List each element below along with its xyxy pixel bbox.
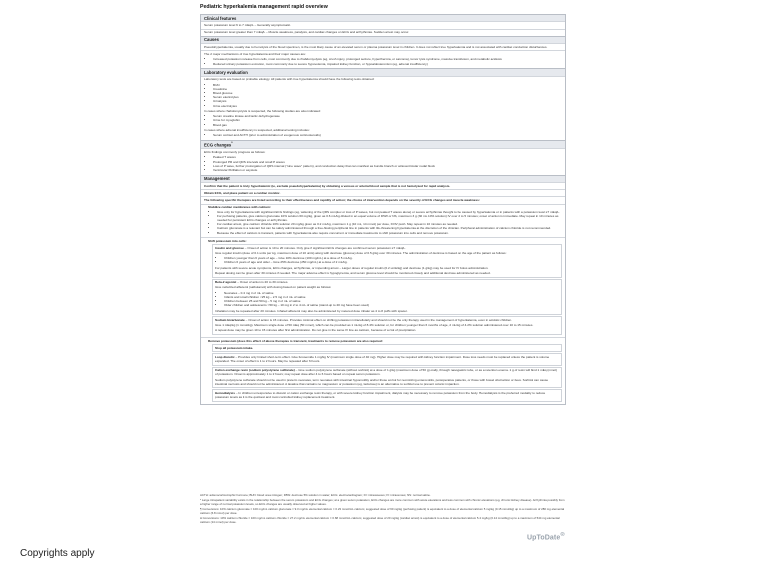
therapy-box-resin	[212, 367, 562, 389]
list-item: • Prolonged PR and QRS intervals and small P waves	[213, 160, 562, 164]
list-item: • Older children and adolescents >50 kg – 10 mg in 2 to 4 mL of saline (stand-up to 20 mg have been used)	[224, 303, 559, 307]
table-row: Confirm that the patient is truly hyperkalemic (ie, exclude pseudohyperkalemia) by obtaining a venous or arterial blood sample that is not hemolyzed for rapid analysis.	[201, 182, 565, 189]
list-item: • Reduced urinary potassium excretion, most commonly due to severe hypovolemia, impaired kidney function, or hypoaldosteronism (eg, adrenal insufficiency)	[213, 62, 562, 66]
therapy-text: – Provides only limited short-term effect. Give furosemide 1 mg/kg IV (maximum single dose of 40 mg). Higher dose may be required with kidney function impairment. Dose loss needs must be replaced unless the patient is volume expanded. The onset of effect is 1 to 2 hours. May be repeated after 6 hours.	[215, 354, 550, 363]
list-item: • For cardiac arrest, give calcium chloride 10% solution 20 mg/kg given as 0.2 mL/kg, maximum 1 g (10 mL, 14 mmol) per dose, IO/IV push. May repeat in 10 minutes as needed.	[217, 222, 562, 226]
therapy-box-loop-diuretic	[212, 353, 562, 365]
therapy-name: Loop diuretic	[215, 354, 235, 359]
footnote: * Large intrapatient variability exists in the relationship between the serum potassium and ECG changes; at a given serum potassium, ECG changes are more common with acute elevations and less common with chronic elevations (eg, chronic kidney disease). Arrhythmia possibly from a higher range of normal potassium levels, so ECG changes are usually observed at higher values.	[200, 498, 565, 506]
list-item: • Peaked T waves	[213, 155, 562, 159]
bullet-list	[204, 155, 562, 172]
subheading: Remove potassium (does this effect of above therapies is transient, treatments to remove potassium are also required:	[208, 338, 383, 343]
bullet-list	[204, 114, 562, 127]
text-paragraph: Repeat dosing can be given after 30 minutes if needed. The major adverse effect is hypoglycemia, and serum glucose level should be monitored closely and additional dextrose administered as needed.	[215, 270, 491, 275]
therapy-name: Sodium bicarbonate	[215, 317, 245, 322]
list-item: • Because the effect of calcium is transient, patients with hyperkalemia also require concurrent or immediate treatments to shift potassium into cells and remove potassium.	[217, 231, 562, 235]
list-item: • Serum electrolytes	[213, 95, 562, 99]
list-item: • Calcium gluconate is a relevant but can be safely administered through a free-flowing peripheral line in patients with life-threatening hyperkalemia at the discretion of the clinician. Peripheral administration of calcium chloride is not recommended.	[217, 226, 562, 230]
therapy-name: Beta-2 agonist	[215, 280, 237, 285]
therapy-text: – Onset of action is 15 minutes. Provides minimal effect on shifting potassium intracellularly and should not be the only therapy used in the management of hyperkalemia, even in acidotic children.	[244, 317, 513, 322]
bullet-list	[204, 83, 562, 108]
bullet-list	[215, 291, 559, 308]
table-row	[201, 237, 565, 337]
therapy-name: Stop all potassium intake.	[215, 345, 254, 350]
footnotes	[200, 494, 566, 526]
subheading: Stabilize cardiac membranes with calcium:	[208, 205, 271, 210]
overview-table	[200, 14, 566, 405]
list-item: • Blood glucose	[213, 91, 562, 95]
list-item: • For perfusing patients, give calcium gluconate 10% solution 60 mg/kg, given as 0.6 mL/kg diluted in an equal volume of D5W or NS, maximum 3 g (30 mL 10% solution) IV over 2 to 5 minutes; onset of action is immediate. May repeat in 10 minutes as needed for persistent ECG changes or arrhythmias.	[217, 214, 562, 222]
table-row	[201, 204, 565, 238]
text-paragraph: Laboratory tests are based on probable etiology. All patients with true hyperkalemia should have the following tests obtained:	[204, 77, 375, 82]
list-item: • Children 6 years of age and older – Give 25% dextrose (250 mg/mL) at a dose of 2 mL/kg.	[224, 260, 559, 264]
section-header-ecg	[201, 140, 565, 149]
footnote: Δ Conversions: 10% calcium chloride = 100 mg/mL calcium chloride = 27.2 mg/mL elemental calcium = 0.68 mmol/mL calcium; suggested dose of 20 mg/kg (cardiac arrest) is equivalent to a dose of elemental calcium 5.4 mg/kg (0.14 mmol/kg) up to a maximum of 544 mg elemental calcium (14 mmol) per dose.	[200, 515, 560, 524]
text-paragraph: ECG findings commonly progress as follows:	[204, 150, 266, 155]
list-item: • Infants and small children <25 kg – 2.5 mg in 2 mL of saline	[224, 295, 559, 299]
table-row	[201, 50, 565, 68]
list-item: • Children younger than 6 years of age – Give 10% dextrose (100 mg/mL) at a dose of 5 mL/kg.	[224, 256, 559, 260]
text-paragraph: Give nebulized albuterol (salbutamol) with dosing based on patient weight as follows:	[215, 285, 332, 290]
therapy-box-stop-intake	[212, 344, 562, 352]
text-paragraph: Inhalation may be repeated after 20 minutes. Inhaled albuterol may also be administered by metered dose inhaler as 4 to 8 puffs with spacer.	[215, 308, 408, 313]
therapy-text: – Give sodium polystyrene sulfonate (without sorbitol) at a dose of 1 g/kg (maximum dose of 50 g) orally, through nasogastric tube, or as a retention enema. 1 g of resin will bind 1 mEq (mmol) of potassium. Onset is approximately 1 to 2 hours; may repeat dose after 4 to 6 hours based on repeat serum potassium.	[215, 368, 557, 377]
text-paragraph: Give regular insulin (dose of 0.1 units per kg, maximum dose of 10 units) along with dextrose (glucose) dose of 0.5 g/kg over 30 minutes. The administration of dextrose is based on the age of the patient as follows:	[215, 250, 507, 255]
registered-mark: ®	[560, 532, 565, 538]
therapy-text: – In children unresponsive to diuretic or cation exchange resin therapy, or with severe kidney function impairment, dialysis may be necessary to remove potassium from the body. Hemodialysis is the preferred modality to reduce potassium levels as it is the quickest and most controlled kidney replacement treatment.	[215, 390, 546, 400]
page-title: Pediatric hyperkalemia management rapid overview	[200, 4, 328, 10]
table-row	[201, 76, 565, 140]
list-item: • Serum cortisol and ACTH (prior to administration of exogenous corticosteroids)	[213, 133, 562, 137]
list-item: • Creatinine	[213, 87, 562, 91]
list-item: • Ventricular fibrillation or asystole	[213, 168, 562, 172]
table-row: The following specific therapies are listed according to their effectiveness and rapidity of action; the choice of intervention depends on the severity of ECG changes and muscle weakness:	[201, 196, 565, 203]
list-item: • Children between 25 and 50 kg – 5 mg in 2 mL of saline	[224, 299, 559, 303]
list-item: • Give only for hyperkalemia with significant ECG findings (eg, widening of the QRS complex or loss of P waves, but not peaked T waves alone) or severe arrhythmias thought to be caused by hyperkalemia or in patients with a potassium level ≥7 mEq/L.	[217, 210, 562, 214]
text-paragraph: A repeat dose may be given 10 to 15 minutes after first administration. Do not give in the same IV line as calcium, because of a risk of precipitation.	[215, 328, 417, 333]
table-row	[201, 337, 565, 404]
list-item: • Urine electrolytes	[213, 104, 562, 108]
therapy-box-bicarbonate	[212, 316, 562, 335]
section-header-clinical: Clinical features	[201, 15, 565, 21]
list-item: • Urine for myoglobin	[213, 118, 562, 122]
therapy-box-insulin	[212, 244, 562, 277]
bullet-list	[204, 57, 562, 65]
therapy-name: Insulin and glucose	[215, 245, 244, 250]
therapy-box-beta-agonist	[212, 279, 562, 316]
bullet-list	[204, 133, 562, 137]
list-item: • Neonates – 0.4 mg in 2 mL of saline	[224, 291, 559, 295]
footnote: ¶ Conversions: 10% calcium gluconate = 100 mg/mL calcium gluconate = 9.3 mg/mL elemental calcium = 0.23 mmol/mL calcium; suggested dose of 60 mg/kg (perfusing patient) is equivalent to a dose of elemental calcium 5 mg/kg (0.15 mmol/kg) up to a maximum of 280 mg elemental calcium (6.8 mmol) per dose.	[200, 506, 565, 515]
document-panel	[200, 4, 566, 405]
text-paragraph: The 2 major mechanisms of true hyperkalemia and their major causes are:	[204, 52, 306, 57]
list-item: • Blood gas	[213, 123, 562, 127]
text-paragraph: Give 1 mEq/kg (1 mmol/kg). Maximum single dose of 50 mEq (50 mmol), which can be provided as 1 mL/kg of 8.4% solution or, for children younger than 6 months of age, 2 mL/kg of 4.2% solution administered over 10 to 15 minutes.	[215, 322, 534, 327]
list-item: • Loss of P wave, further prolongation of QRS interval ("sine wave" pattern), and conduction delay that can manifest as bundle branch or atrioventricular nodal block	[213, 164, 562, 168]
brand-name: UpToDate	[527, 534, 561, 542]
section-header-management: Management	[201, 175, 565, 182]
table-row: Serum potassium level greater than 7 mEq/L – Muscle weakness, paralysis, and cardiac changes on ECG and arrhythmias. Sudden arrest may occur.	[201, 29, 565, 36]
uptodate-logo	[527, 532, 565, 541]
section-header-causes: Causes	[201, 36, 565, 43]
therapy-text: – Onset of action is 20 to 30 minutes.	[236, 280, 289, 285]
text-paragraph: In cases where adrenal insufficiency is suspected, additional testing includes:	[204, 127, 310, 132]
therapy-name: Cation exchange resin (sodium polystyrene sulfonate)	[215, 368, 295, 373]
table-row: Obtain ECG, and place patient on a cardiac monitor.	[201, 189, 565, 196]
subheading: Shift potassium into cells:	[208, 239, 247, 244]
table-row: Pseudohyperkalemia, usually due to hemolysis of the blood specimen, is the most likely cause of an elevated serum or plasma potassium level in children. It does not reflect true hyperkalemia and is not associated with cardiac conduction disturbances.	[201, 43, 565, 50]
therapy-box-dialysis	[212, 389, 562, 401]
section-header-lab: Laboratory evaluation	[201, 68, 565, 75]
text-paragraph: For patients with severe acute symptoms, ECG changes, arrhythmias, or impending arrest – Larger doses of regular insulin (0.2 units/kg) and dextrose (1 g/kg) may be used for IV bolus administration.	[215, 265, 489, 270]
table-row	[201, 148, 565, 174]
copyright-notice: Copyrights apply	[20, 548, 95, 559]
bullet-list	[215, 256, 559, 264]
list-item: • BUN	[213, 83, 562, 87]
therapy-name: Hemodialysis	[215, 390, 235, 395]
section-header-label: ECG changes	[204, 142, 232, 148]
table-row: Serum potassium level 6 to 7 mEq/L – Generally asymptomatic.	[201, 21, 565, 28]
list-item: • Serum creatine kinase and lactic dehydrogenase	[213, 114, 562, 118]
list-item: • Urinalysis	[213, 99, 562, 103]
footnote-mark: *	[231, 141, 233, 146]
text-paragraph: Sodium polystyrene sulfonate should not be used in preterm neonates, term neonates with intestinal hypomotility and/or those at risk for necrotizing enterocolitis, postoperative patients, or those with bowel obstruction or ileus. Sorbitol can cause intestinal necrosis and should not be administered. A laxative that contains no magnesium or potassium (eg, lactulose) is an alternative to sorbitol use to prevent colonic impaction.	[215, 377, 549, 386]
therapy-text: – Onset of action is 10 to 20 minutes. Only give if significant ECG changes are confirmed serum potassium ≥7 mEq/L.	[243, 245, 406, 250]
footnote: ACTH: adrenocorticotrophic hormone; BUN: blood urea nitrogen; D5W: dextrose 5% solution in water; ECG: electrocardiogram; IO: intraosseous; IV: intravenous; NS: normal saline.	[200, 493, 431, 497]
bullet-list	[208, 210, 562, 235]
text-paragraph: In cases where rhabdomyolysis is suspected, the following studies are also indicated:	[204, 108, 321, 113]
list-item: • Increased potassium release from cells, most commonly due to rhabdomyolysis (eg, crush injury, prolonged seizure, hyperthermia, or sarcoma), tumor lysis syndrome, massive transfusion, and metabolic acidosis	[213, 57, 562, 61]
